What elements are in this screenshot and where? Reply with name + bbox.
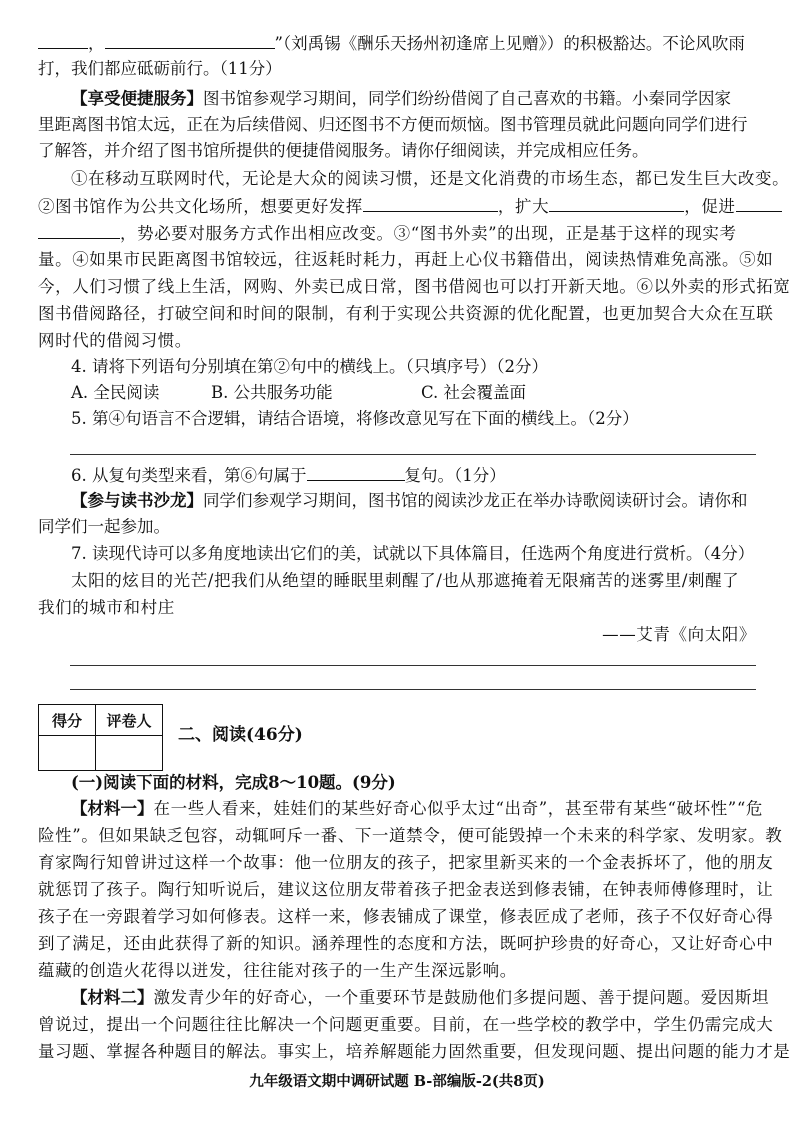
score-cell[interactable] [39,736,96,771]
passage-line-1: ①在移动互联网时代，无论是大众的阅读习惯，还是文化消费的市场生态，都已发生巨大改变。 [71,169,790,188]
salon-para-1: 【参与读书沙龙】同学们参观学习期间，图书馆的阅读沙龙正在举办诗歌阅读研讨会。请你和 [71,491,748,510]
passage-line-5: 今，人们习惯了线上生活，网购、外卖已成日常，图书借阅也可以打开新天地。⑥以外卖的形式拓宽 [38,277,791,296]
section-2-title: 二、阅读(46分) [178,725,303,745]
passage-line-6: 图书借阅路径，打破空间和时间的限制，有利于实现公共资源的优化配置，也更加契合大众在互联 [38,304,774,323]
passage-line-2: ②图书馆作为公共文化场所，想要更好发挥 ，扩大 ，促进 [38,193,782,220]
material-2-line-1: 【材料二】激发青少年的好奇心，一个重要环节是鼓励他们多提问题、善于提问题。爱因斯坦 [71,988,770,1007]
grader-header: 评卷人 [96,705,163,736]
option-c: C. 社会覆盖面 [421,383,527,402]
material-1-line-7: 蕴藏的创造火花得以迸发，往往能对孩子的一生产生深远影响。 [38,961,517,980]
q5-answer-line[interactable] [38,433,756,455]
poem-source: ——艾青《向太阳》 [602,625,756,644]
service-label: 【享受便捷服务】 [71,89,203,108]
part-1-title: (一)阅读下面的材料，完成8～10题。(9分) [71,773,396,792]
score-box [38,704,163,771]
service-para-3: 了解答，并介绍了图书馆所提供的便捷借阅服务。请你仔细阅读，并完成相应任务。 [38,141,649,160]
grader-cell[interactable] [96,736,163,771]
question-6: 6. 从复句类型来看，第⑥句属于 复句。（1分） [38,462,506,489]
answer-blank[interactable] [363,193,498,212]
answer-blank[interactable] [38,220,120,239]
q7-answer-line-1[interactable] [38,644,756,666]
service-para-1: 【享受便捷服务】图书馆参观学习期间，同学们纷纷借阅了自己喜欢的书籍。小秦同学因家 [71,89,731,108]
passage-line-3: ，势必要对服务方式作出相应改变。③“图书外卖”的出现，正是基于这样的现实考 [38,220,737,247]
material-2-line-3: 量习题、掌握各种题目的解法。事实上，培养解题能力固然重要，但发现问题、提出问题的能力才是 [38,1042,791,1061]
service-para-2: 里距离图书馆太远，正在为后续借阅、归还图书不方便而烦恼。图书管理员就此问题向同学们进行 [38,115,748,134]
question-4-options [38,380,526,406]
poem-line-1: 太阳的炫目的光芒/把我们从绝望的睡眠里刺醒了/也从那遮掩着无限痛苦的迷雾里/刺醒了 [71,571,740,590]
top-line-2: 打，我们都应砥砺前行。（11分） [38,59,282,78]
answer-blank[interactable] [38,30,88,49]
question-5: 5. 第④句语言不合逻辑，请结合语境，将修改意见写在下面的横线上。（2分） [71,409,639,428]
top-line-1: ， ”（刘禹锡《酬乐天扬州初逢席上见赠》）的积极豁达。不论风吹雨 [38,30,745,57]
question-4: 4. 请将下列语句分别填在第②句中的横线上。（只填序号）（2分） [71,357,548,376]
material-1-line-4: 就惩罚了孩子。陶行知听说后，建议这位朋友带着孩子把金表送到修表铺，在钟表师傅修理时，让 [38,880,774,899]
answer-blank[interactable] [307,462,405,481]
material-2-line-2: 曾说过，提出一个问题往往比解决一个问题更重要。目前，在一些学校的教学中，学生仍需完成大 [38,1015,774,1034]
salon-para-2: 同学们一起参加。 [38,517,170,536]
answer-blank[interactable] [105,30,275,49]
option-b: B. 公共服务功能 [211,383,333,402]
answer-blank[interactable] [549,193,684,212]
poem-line-2: 我们的城市和村庄 [38,598,175,617]
answer-blank[interactable] [736,193,782,212]
material-2-label: 【材料二】 [71,988,154,1007]
passage-line-7: 网时代的借阅习惯。 [38,331,192,350]
page-footer: 九年级语文期中调研试题 B-部编版-2(共8页) [249,1073,545,1090]
material-1-line-1: 【材料一】在一些人看来，娃娃们的某些好奇心似乎太过“出奇”，甚至带有某些“破坏性”“危 [71,799,763,818]
passage-line-4: 量。④如果市民距离图书馆较远，往返耗时耗力，再赶上心仪书籍借出，阅读热情难免高涨。⑤如 [38,250,774,269]
material-1-line-3: 育家陶行知曾讲过这样一个故事：他一位朋友的孩子，把家里新买来的一个金表拆坏了，他的朋友 [38,853,774,872]
option-a: A. 全民阅读 [71,383,160,402]
material-1-line-2: 险性”。但如果缺乏包容，动辄呵斥一番、下一道禁令，便可能毁掉一个未来的科学家、发明家。教 [38,826,783,845]
material-1-label: 【材料一】 [71,799,154,818]
score-header: 得分 [39,705,96,736]
material-1-line-5: 孩子在一旁跟着学习如何修表。这样一来，修表铺成了课堂，修表匠成了老师，孩子不仅好奇心得 [38,907,774,926]
material-1-line-6: 到了满足，还由此获得了新的知识。涵养理性的态度和方法，既呵护珍贵的好奇心，又让好奇心中 [38,934,774,953]
salon-label: 【参与读书沙龙】 [71,491,203,510]
question-7: 7. 读现代诗可以多角度地读出它们的美，试就以下具体篇目，任选两个角度进行赏析。（4分） [71,544,755,563]
q7-answer-line-2[interactable] [38,668,756,690]
